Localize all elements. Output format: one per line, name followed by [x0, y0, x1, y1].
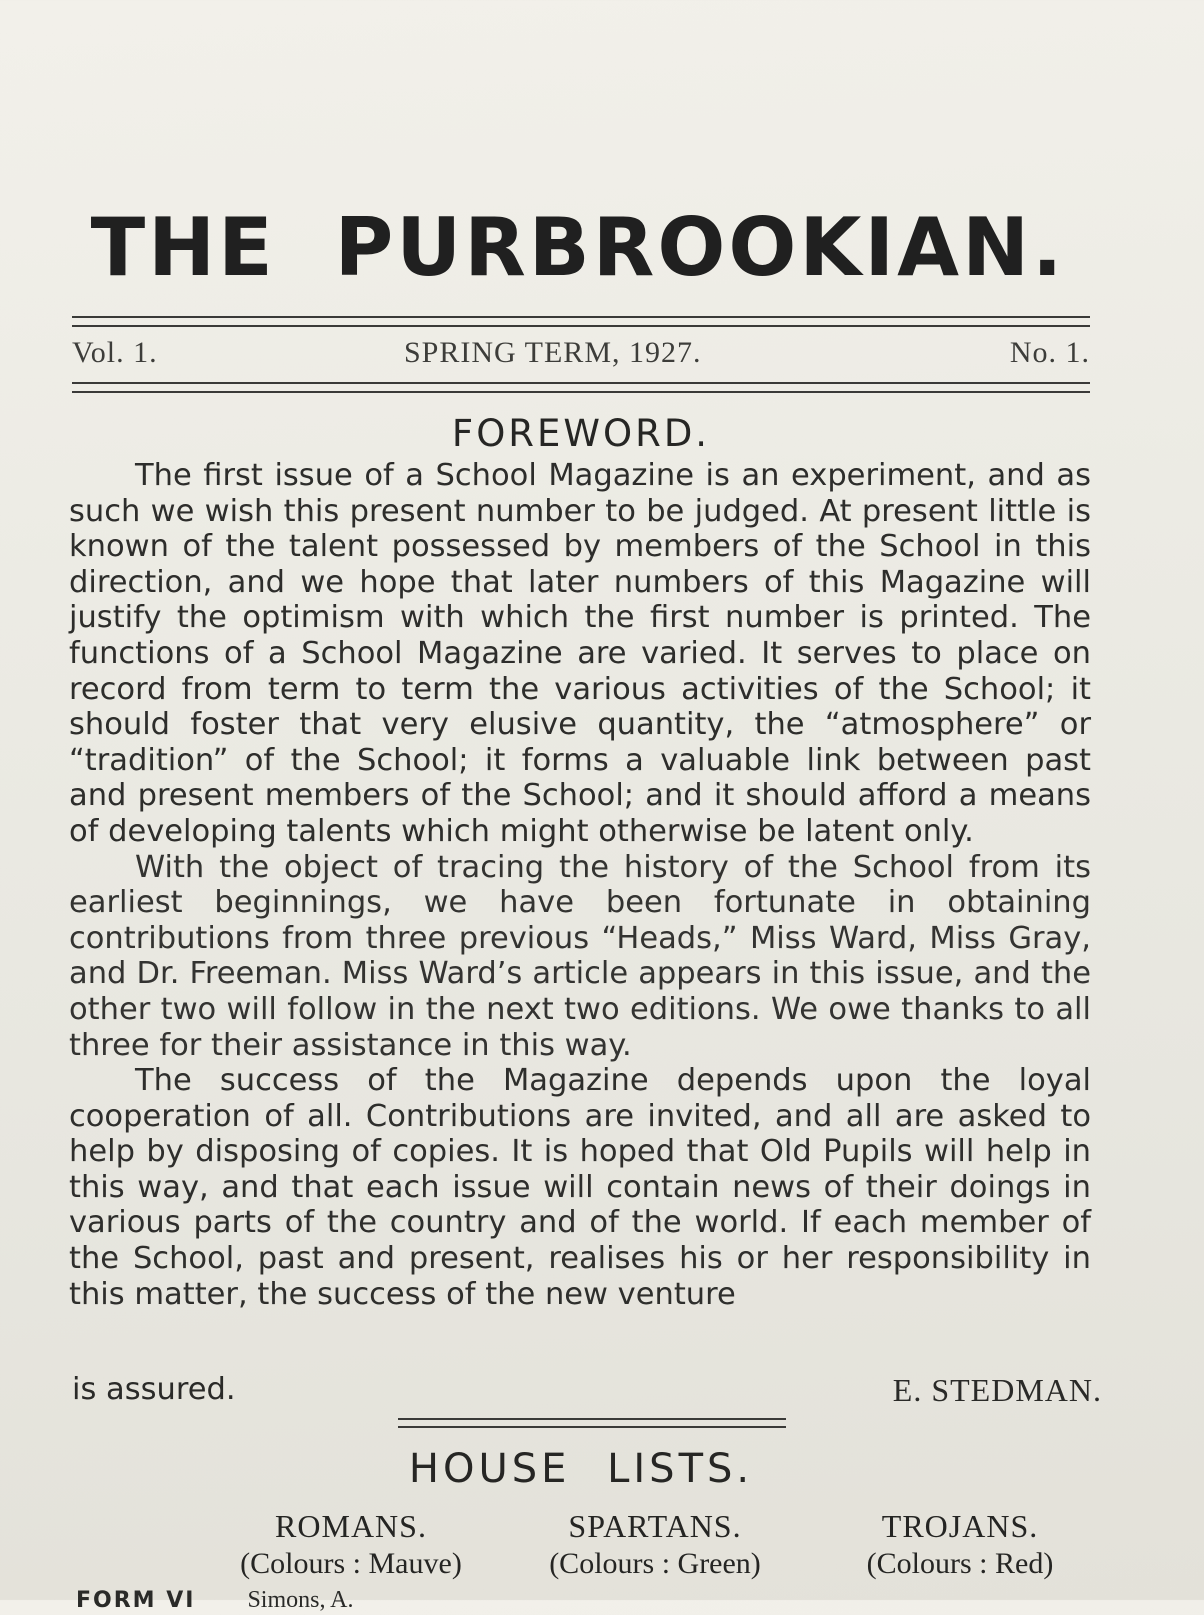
- partial-form-row: [76, 1586, 354, 1613]
- house-columns: [200, 1508, 1080, 1588]
- volume-label: Vol. 1.: [72, 336, 158, 369]
- house-colours: (Colours : Green): [549, 1547, 761, 1580]
- form-label: FORM VI: [76, 1588, 196, 1613]
- foreword-paragraph: The first issue of a School Magazine is an experiment, and as such we wish this present number to be judged. At present little is known of the talent possessed by members of the School in this direction, and we hope that later numbers of this Magazine will justify the optimism with which the first number is printed. The functions of a School Magazine are varied. It serves to place on record from term to term the various activities of the School; it should foster that very elusive quantity, the “atmosphere” or “tradition” of the School; it forms a valuable link between past and present members of the School; and it should afford a means of developing talents which might otherwise be latent only.: [69, 458, 1091, 849]
- house-name: ROMANS.: [275, 1508, 427, 1544]
- masthead-title: THE PURBROOKIAN.: [90, 201, 1066, 294]
- masthead-rule-bottom: [72, 382, 1090, 393]
- pupil-name: Simons, A.: [247, 1587, 354, 1613]
- term-label: SPRING TERM, 1927.: [404, 336, 702, 369]
- house-name: TROJANS.: [881, 1508, 1039, 1544]
- signature-line: [72, 1372, 1102, 1410]
- house-name: SPARTANS.: [568, 1508, 742, 1544]
- masthead-rule-top: [72, 316, 1090, 327]
- issue-number-label: No. 1.: [1009, 336, 1090, 369]
- house-colours: (Colours : Red): [866, 1547, 1054, 1580]
- foreword-heading: FOREWORD.: [451, 412, 711, 455]
- foreword-signature: E. STEDMAN.: [892, 1372, 1102, 1408]
- house-spartans: [520, 1508, 790, 1584]
- foreword-closing: is assured.: [72, 1372, 236, 1407]
- house-trojans: [820, 1508, 1100, 1584]
- foreword-body: [69, 458, 1091, 1312]
- foreword-paragraph: With the object of tracing the history of the School from its earliest beginnings, we have been fortunate in obtaining contributions from three previous “Heads,” Miss Ward, Miss Gray, and Dr. Freeman. Miss Ward’s article appears in this issue, and the other two will follow in the next two editions. We owe thanks to all three for their assistance in this way.: [69, 849, 1091, 1063]
- house-romans: [216, 1508, 486, 1584]
- foreword-paragraph: The success of the Magazine depends upon the loyal cooperation of all. Contributions are invited, and all are asked to help by disposing of copies. It is hoped that Old Pupils will help in this way, and that each issue will contain news of their doings in various parts of the country and of the world. If each member of the School, past and present, realises his or her responsibility in this matter, the success of the new venture: [69, 1063, 1091, 1312]
- house-colours: (Colours : Mauve): [240, 1547, 462, 1580]
- section-divider: [398, 1418, 786, 1428]
- house-lists-heading: HOUSE LISTS.: [408, 1446, 754, 1492]
- issue-line: [72, 336, 1090, 376]
